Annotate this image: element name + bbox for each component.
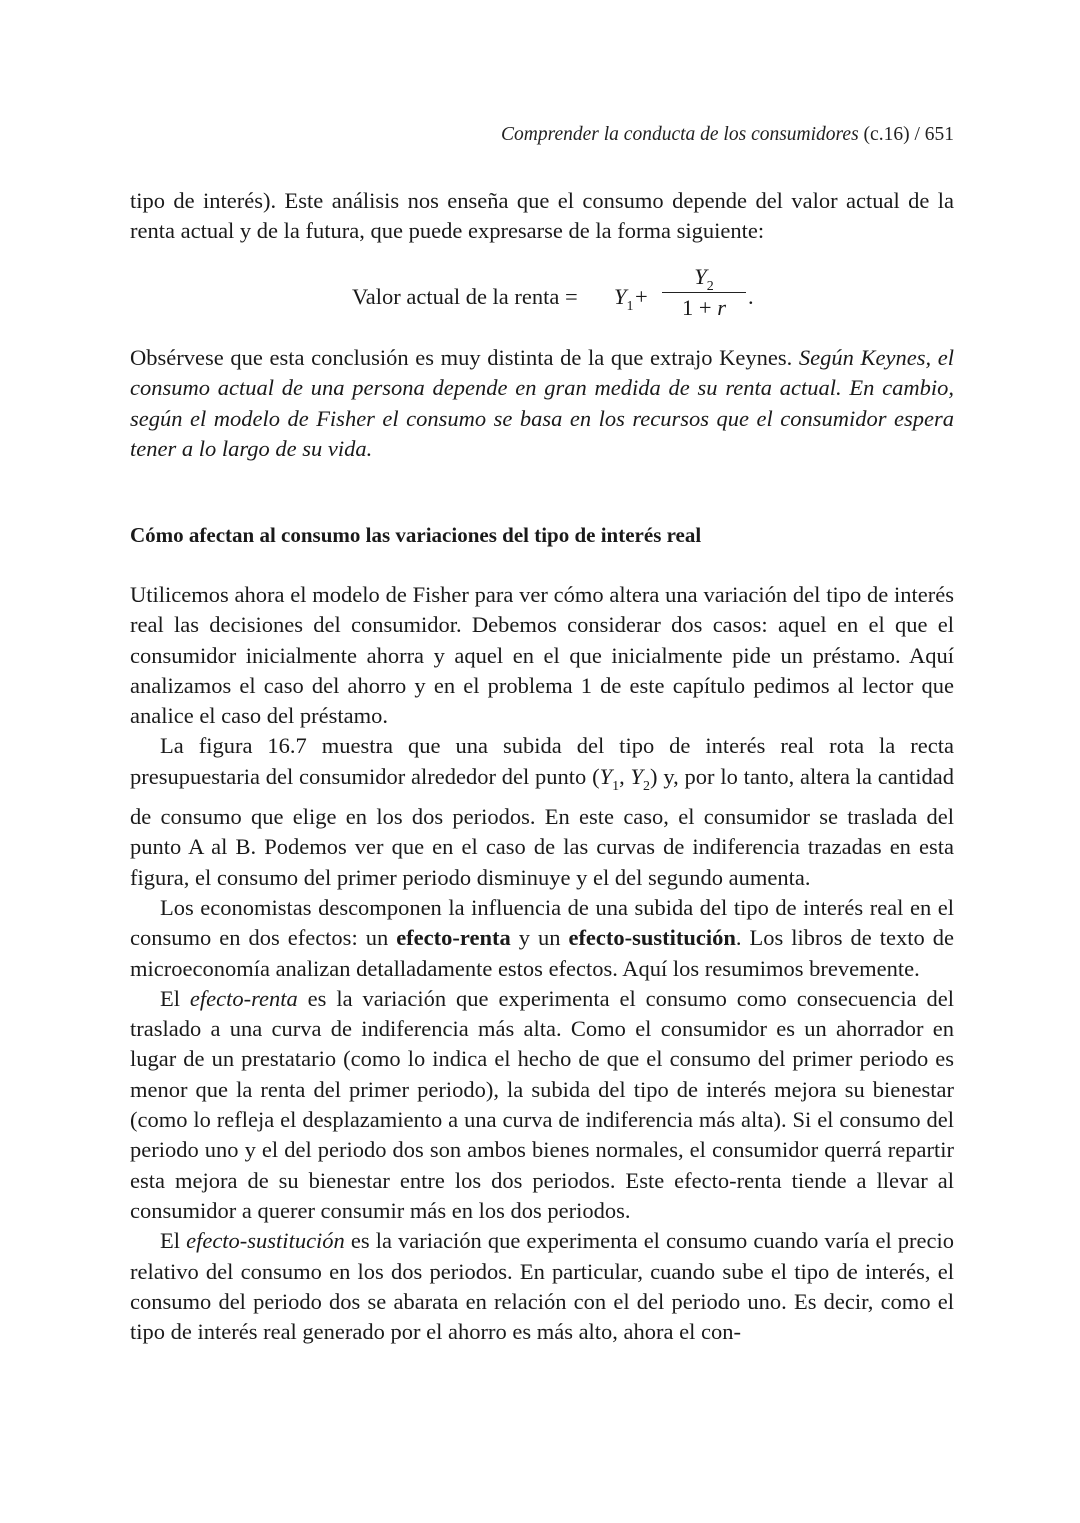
formula-period: . <box>748 284 754 309</box>
formula-denominator-prefix: 1 + <box>682 295 718 320</box>
subscript: 1 <box>612 778 620 794</box>
running-head <box>501 124 954 146</box>
running-head-chapter: (c.16) <box>863 124 910 145</box>
paragraph-two-effects <box>130 893 954 984</box>
paragraph-substitution-effect <box>130 1226 954 1347</box>
section-heading: Cómo afectan al consumo las variaciones del tipo de interés real <box>130 523 702 547</box>
formula-numerator-var: Y <box>694 264 707 289</box>
paragraph-italic-text: Según Keynes, el consumo actual de una persona depende en gran medida de su renta actual. En cambio, según el modelo de Fisher el consumo se basa en los recursos que el consumidor espera tener a lo largo de su vida. <box>130 345 954 461</box>
formula-lhs: Valor actual de la renta = <box>352 284 578 309</box>
running-head-separator: / <box>914 124 920 145</box>
formula-y1-sub: 1 <box>626 299 634 314</box>
page-number: 651 <box>924 124 954 145</box>
section-body <box>130 580 954 1347</box>
paragraph-text: El <box>160 1228 187 1254</box>
paragraph-text: El <box>160 985 190 1011</box>
paragraph-text: Obsérvese que esta conclusión es muy distinta de la que extrajo Keynes. <box>130 345 799 370</box>
formula-denominator <box>656 293 752 323</box>
formula-plus: + <box>635 284 648 309</box>
paragraph-text: ) y, por lo tanto, altera la cantidad de consumo que elige en los dos periodos. En este caso, el consumidor se traslada del punto A al B. Podemos ver que en el caso de las curvas de indiferencia trazadas en esta figura, el consumo del primer periodo disminuye y el del segundo aumenta. <box>130 763 954 890</box>
paragraph-text: y un <box>510 925 569 951</box>
paragraph-text: La figura 16.7 muestra que una subida del tipo de interés real rota la recta presupuestaria del consumidor alrededor del punto ( <box>130 733 954 789</box>
paragraph-income-effect <box>130 984 954 1226</box>
formula-y1-var: Y <box>614 284 627 309</box>
formula-numerator <box>656 262 752 292</box>
var-y: Y <box>599 763 613 789</box>
paragraph-keynes-fisher <box>130 343 954 464</box>
paragraph-text: es la variación que experimenta el consumo como consecuencia del traslado a una curva de indiferencia más alta. Como el consumidor es un ahorrador en lugar de un prestatario (como lo indica el hecho de que el consumo del primer periodo es menor que la renta del primer periodo), la subida del tipo de interés mejora su bienestar (como lo refleja el desplazamiento a una curva de indiferencia más alta). Si el consumo del periodo uno y el del periodo dos son ambos bienes normales, el consumidor querrá repartir esta mejora de su bienestar entre los dos periodos. Este efecto-renta tiende a llevar al consumidor a querer consumir más en los dos periodos. <box>130 985 955 1223</box>
paragraph-text: Los economistas descomponen la influencia de una subida del tipo de interés real en el consumo en dos efectos: un <box>130 894 954 951</box>
formula-denominator-var: r <box>717 295 726 320</box>
formula-y1 <box>614 284 634 315</box>
paragraph-fisher-model: Utilicemos ahora el modelo de Fisher para ver cómo altera una variación del tipo de interés real las decisiones del consumidor. Debemos considerar dos casos: aquel en el que el consumidor inicialmente ahorra y aquel en el que inicialmente pide un préstamo. Aquí analizamos el caso del ahorro y en el problema 1 de este capítulo pedimos al lector que analice el caso del préstamo. <box>130 582 954 729</box>
paragraph-figure-16-7 <box>130 731 954 892</box>
paragraph-text: . Los libros de texto de microeconomía analizan detalladamente estos efectos. Aquí los resumimos brevemente. <box>130 925 954 981</box>
subscript: 2 <box>643 778 651 794</box>
var-y: Y <box>630 763 644 789</box>
paragraph-text: es la variación que experimenta el consumo cuando varía el precio relativo del consumo en los dos periodos. En particular, cuando sube el tipo de interés, el consumo del periodo dos se abarata en relación con el del periodo uno. Es decir, como el tipo de interés real generado por el ahorro es más alto, ahora el con- <box>130 1228 954 1345</box>
term-income-effect: efecto-renta <box>396 925 511 951</box>
running-head-title: Comprender la conducta de los consumidores <box>501 124 859 145</box>
term-italic: efecto-sustitución <box>186 1228 345 1254</box>
formula-numerator-sub: 2 <box>706 279 714 294</box>
comma: , <box>619 763 631 789</box>
formula-fraction <box>656 262 752 323</box>
paragraph-continued: tipo de interés). Este análisis nos enseña que el consumo depende del valor actual de la renta actual y de la futura, que puede expresarse de la forma siguiente: <box>130 188 954 244</box>
term-italic: efecto-renta <box>189 985 298 1011</box>
term-substitution-effect: efecto-sustitución <box>568 925 736 951</box>
